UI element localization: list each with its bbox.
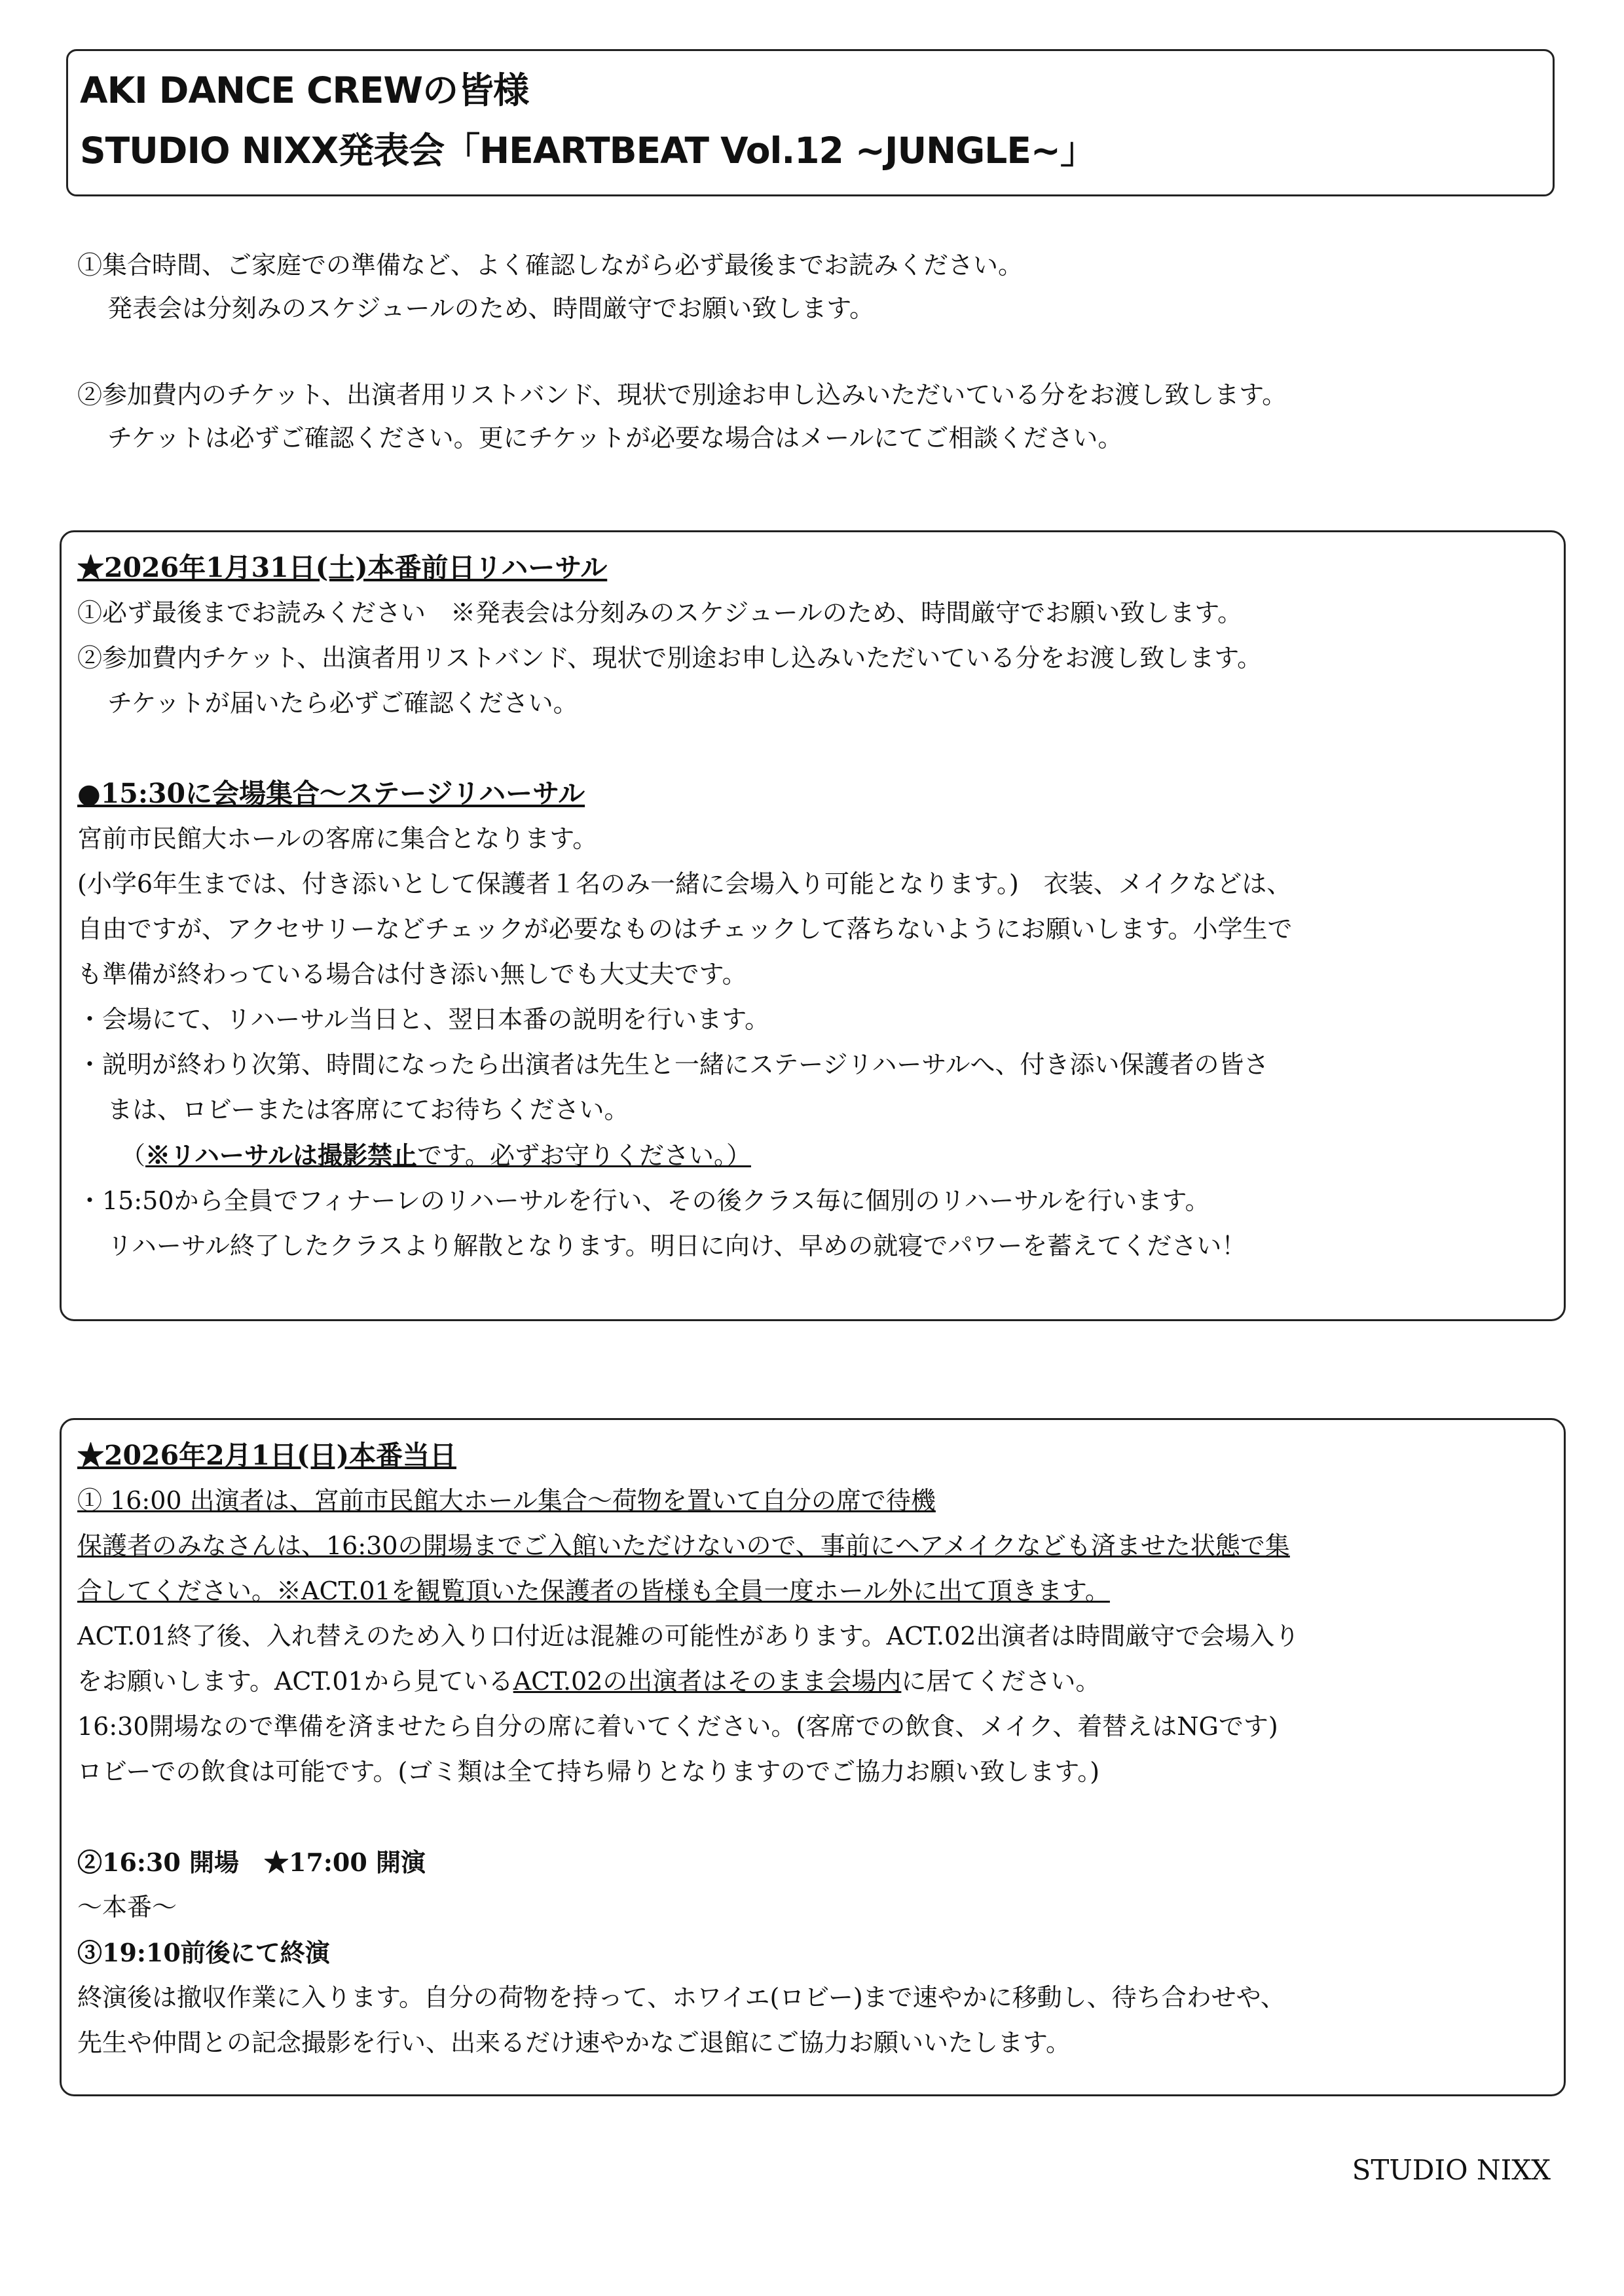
rehearsal-heading: ★2026年1月31日(土)本番前日リハーサル [77, 552, 608, 583]
show-line: ACT.01終了後、入れ替えのため入り口付近は混雑の可能性があります。ACT.02出演者は時間厳守で会場入り [77, 1622, 1300, 1650]
show-line: 合してください。※ACT.01を観覧頂いた保護者の皆様も全員一度ホール外に出て頂きます。 [77, 1576, 1110, 1605]
show-line: をお願いします。ACT.01から見ているACT.02の出演者はそのまま会場内に居てください。 [77, 1667, 1101, 1696]
rehearsal-line: も準備が終わっている場合は付き添い無しでも大丈夫です。 [77, 960, 747, 989]
rehearsal-section [60, 530, 1566, 1321]
show-line: 保護者のみなさんは、16:30の開場までご入館いただけないので、事前にヘアメイクなども済ませた状態で集 [77, 1531, 1290, 1560]
rehearsal-line: 自由ですが、アクセサリーなどチェックが必要なものはチェックして落ちないようにお願いします。小学生で [77, 915, 1293, 943]
intro-line: ②参加費内のチケット、出演者用リストバンド、現状で別途お申し込みいただいている分をお渡し致します。 [77, 380, 1287, 409]
rehearsal-line: 宮前市民館大ホールの客席に集合となります。 [77, 824, 598, 853]
intro-line: ①集合時間、ご家庭での準備など、よく確認しながら必ず最後までお読みください。 [77, 251, 1024, 280]
show-line: ロビーでの飲食は可能です。(ゴミ類は全て持ち帰りとなりますのでご協力お願い致します。) [77, 1757, 1100, 1786]
rehearsal-line: ①必ず最後までお読みください ※発表会は分刻みのスケジュールのため、時間厳守でお願い致します。 [77, 598, 1243, 627]
title-box [66, 49, 1555, 196]
rehearsal-bullet: ・説明が終わり次第、時間になったら出演者は先生と一緒にステージリハーサルへ、付き添い保護者の皆さ [77, 1050, 1269, 1079]
show-line: ① 16:00 出演者は、宮前市民館大ホール集合〜荷物を置いて自分の席で待機 [77, 1486, 936, 1515]
show-line: 先生や仲間との記念撮影を行い、出来るだけ速やかなご退館にご協力お願いいたします。 [77, 2028, 1071, 2057]
show-end: ③19:10前後にて終演 [77, 1938, 330, 1967]
rehearsal-line: まは、ロビーまたは客席にてお待ちください。 [107, 1095, 629, 1124]
rehearsal-line: ②参加費内チケット、出演者用リストバンド、現状で別途お申し込みいただいている分をお渡し致します。 [77, 644, 1263, 672]
show-day-section [60, 1418, 1566, 2096]
rehearsal-subheading: ●15:30に会場集合〜ステージリハーサル [77, 778, 585, 809]
footer-studio-name: STUDIO NIXX [1352, 2154, 1551, 2186]
rehearsal-line: (小学6年生までは、付き添いとして保護者１名のみ一緒に会場入り可能となります。) 衣装、メイクなどは、 [77, 869, 1292, 898]
rehearsal-bullet: ・15:50から全員でフィナーレのリハーサルを行い、その後クラス毎に個別のリハーサルを行います。 [77, 1186, 1210, 1215]
intro-line: チケットは必ずご確認ください。更にチケットが必要な場合はメールにてご相談ください。 [107, 424, 1123, 452]
show-heading: ★2026年2月1日(日)本番当日 [77, 1440, 456, 1471]
rehearsal-line: リハーサル終了したクラスより解散となります。明日に向け、早めの就寝でパワーを蓄えてください！ [107, 1231, 1247, 1260]
title-line-2: STUDIO NIXX発表会「HEARTBEAT Vol.12 ~JUNGLE~」 [80, 130, 1096, 172]
rehearsal-bullet: ・会場にて、リハーサル当日と、翌日本番の説明を行います。 [77, 1005, 770, 1034]
rehearsal-line: チケットが届いたら必ずご確認ください。 [107, 689, 578, 718]
title-line-1: AKI DANCE CREWの皆様 [80, 69, 529, 111]
photo-ban-emphasis: ※リハーサルは撮影禁止 [145, 1140, 417, 1170]
photo-ban-note: （※リハーサルは撮影禁止です。必ずお守りください。） [120, 1140, 751, 1170]
show-line: 〜本番〜 [77, 1893, 177, 1922]
intro-section [77, 244, 1544, 460]
show-line: 16:30開場なので準備を済ませたら自分の席に着いてください。(客席での飲食、メイク、着替えはNGです) [77, 1712, 1278, 1741]
show-line: 終演後は撤収作業に入ります。自分の荷物を持って、ホワイエ(ロビー)まで速やかに移動し、待ち合わせや、 [77, 1983, 1285, 2012]
act02-emphasis: ACT.02の出演者はそのまま会場内 [513, 1667, 902, 1696]
intro-line: 発表会は分刻みのスケジュールのため、時間厳守でお願い致します。 [107, 294, 875, 323]
show-times: ②16:30 開場 ★17:00 開演 [77, 1848, 426, 1877]
